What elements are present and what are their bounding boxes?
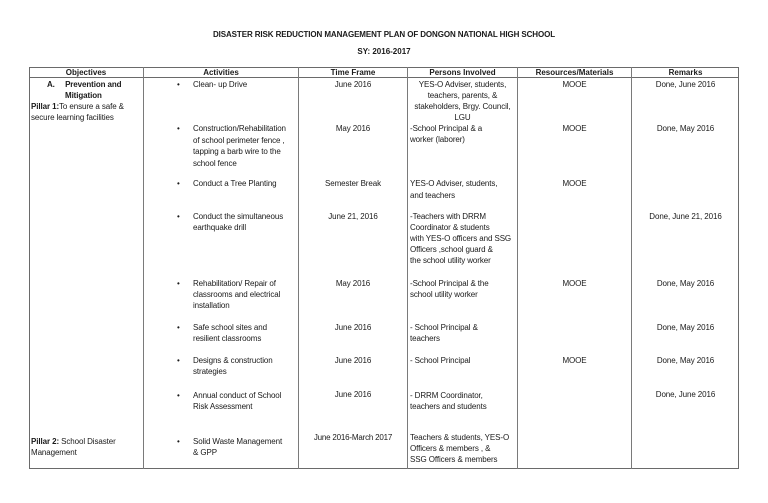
bullet-icon: • [177,323,180,332]
persons-cell [410,355,517,366]
school-year: SY: 2016-2017 [357,47,411,56]
bullet-icon: • [177,124,180,133]
persons-cell [410,178,517,202]
persons-line: -Teachers with DRRM [410,212,486,221]
activity-line: & GPP [193,448,217,457]
bullet-icon: • [177,279,180,288]
activity-line: Safe school sites and [193,323,267,332]
activity-cell [193,278,280,311]
activity-line: installation [193,301,230,310]
header-persons-involved: Persons Involved [429,68,496,77]
objective-section-a-line2: Mitigation [65,91,102,100]
activity-line: Risk Assessment [193,402,253,411]
resources-cell: MOOE [562,356,587,365]
header-remarks: Remarks [668,68,703,77]
persons-line: Coordinator & students [410,223,490,232]
bullet-icon: • [177,80,180,89]
document-title: DISASTER RISK REDUCTION MANAGEMENT PLAN OF DONGON NATIONAL HIGH SCHOOL [212,30,556,39]
persons-line: and teachers [410,191,456,200]
objective-pillar-1-line2: secure learning facilities [31,113,114,122]
persons-line: - DRRM Coordinator, [410,391,483,400]
persons-line: YES-O Adviser, students, [418,80,507,89]
persons-line: stakeholders, Brgy. Council, [414,102,511,111]
time-frame-cell: May 2016 [335,279,371,288]
activity-line: Solid Waste Management [193,437,283,446]
remarks-cell: Done, June 21, 2016 [649,212,722,221]
activity-line: Annual conduct of School [193,391,282,400]
activity-cell [193,178,277,189]
resources-cell: MOOE [562,80,587,89]
persons-line: teachers [410,334,440,343]
resources-cell: MOOE [562,179,587,188]
section-letter: A. [47,80,55,89]
activity-line: Designs & construction [193,356,273,365]
activity-line: tapping a barb wire to the [193,147,281,156]
bullet-icon: • [177,179,180,188]
time-frame-cell: June 21, 2016 [328,212,378,221]
remarks-cell: Done, May 2016 [656,356,715,365]
time-frame-cell: May 2016 [335,124,371,133]
remarks-cell: Done, June 2016 [655,80,716,89]
pillar-1-text: To ensure a safe & [59,102,124,111]
column-divider [143,67,144,469]
resources-cell: MOOE [562,279,587,288]
time-frame-cell: June 2016-March 2017 [313,433,393,442]
bullet-icon: • [177,356,180,365]
header-time-frame: Time Frame [330,68,376,77]
persons-line: worker (laborer) [410,135,465,144]
activity-cell [193,123,286,169]
objective-pillar-2 [31,436,116,447]
persons-line: teachers and students [410,402,487,411]
pillar-1-label: Pillar 1: [31,102,60,111]
persons-line: LGU [454,113,471,122]
persons-line: Teachers & students, YES-O [410,433,510,442]
persons-line: with YES-O officers and SSG [410,234,512,243]
persons-line: Officers & members , & [410,444,491,453]
persons-cell [408,79,517,123]
persons-cell [410,322,517,344]
activity-line: school fence [193,158,237,168]
persons-line: - School Principal & [410,323,478,332]
objective-section-a [47,79,121,90]
objective-pillar-2-line2: Management [31,448,77,457]
persons-line: teachers, parents, & [427,91,498,100]
remarks-cell: Done, May 2016 [656,323,715,332]
header-resources-materials: Resources/Materials [535,68,614,77]
persons-line: -School Principal & a [410,124,483,133]
activity-cell [193,211,283,233]
header-objectives: Objectives [65,68,107,77]
persons-line: SSG Officers & members [410,455,498,464]
header-activities: Activities [203,68,239,77]
activity-line: resilient classrooms [193,334,262,343]
pillar-2-label: Pillar 2: [31,437,60,446]
resources-cell: MOOE [562,124,587,133]
activity-cell [193,390,281,412]
time-frame-cell: June 2016 [334,323,372,332]
bullet-icon: • [177,437,180,446]
persons-line: the school utility worker [410,256,491,265]
objective-pillar-1 [31,101,124,112]
persons-line: - School Principal [410,356,471,365]
remarks-cell: Done, May 2016 [656,279,715,288]
activity-cell [193,355,273,377]
persons-cell [410,211,517,266]
activity-line: Construction/Rehabilitation [193,124,286,133]
time-frame-cell: June 2016 [334,80,372,89]
activity-line: classrooms and electrical [193,290,281,299]
section-title: Prevention and [65,80,122,89]
activity-line: Conduct the simultaneous [193,212,284,221]
activity-line: of school perimeter fence , [193,135,285,145]
activity-cell [193,322,267,344]
time-frame-cell: Semester Break [325,179,381,188]
persons-line: YES-O Adviser, students, [410,179,498,188]
activity-cell [193,436,282,458]
activity-cell [193,79,247,90]
activity-line: Rehabilitation/ Repair of [193,279,276,288]
persons-cell [410,432,517,465]
activity-line: strategies [193,367,227,376]
remarks-cell: Done, May 2016 [656,124,715,133]
pillar-2-text: School Disaster [59,437,116,446]
persons-line: Officers ,school guard & [410,245,493,254]
column-divider [407,67,408,469]
persons-cell [410,123,517,145]
bullet-icon: • [177,212,180,221]
persons-line: -School Principal & the [410,279,489,288]
persons-line: school utility worker [410,290,478,299]
time-frame-cell: June 2016 [334,390,372,399]
activity-line: earthquake drill [193,223,247,232]
activity-line: Clean- up Drive [193,80,248,89]
activity-line: Conduct a Tree Planting [193,179,277,188]
persons-cell [410,278,517,300]
time-frame-cell: June 2016 [334,356,372,365]
persons-cell [410,390,517,412]
remarks-cell: Done, June 2016 [655,390,716,399]
bullet-icon: • [177,391,180,400]
